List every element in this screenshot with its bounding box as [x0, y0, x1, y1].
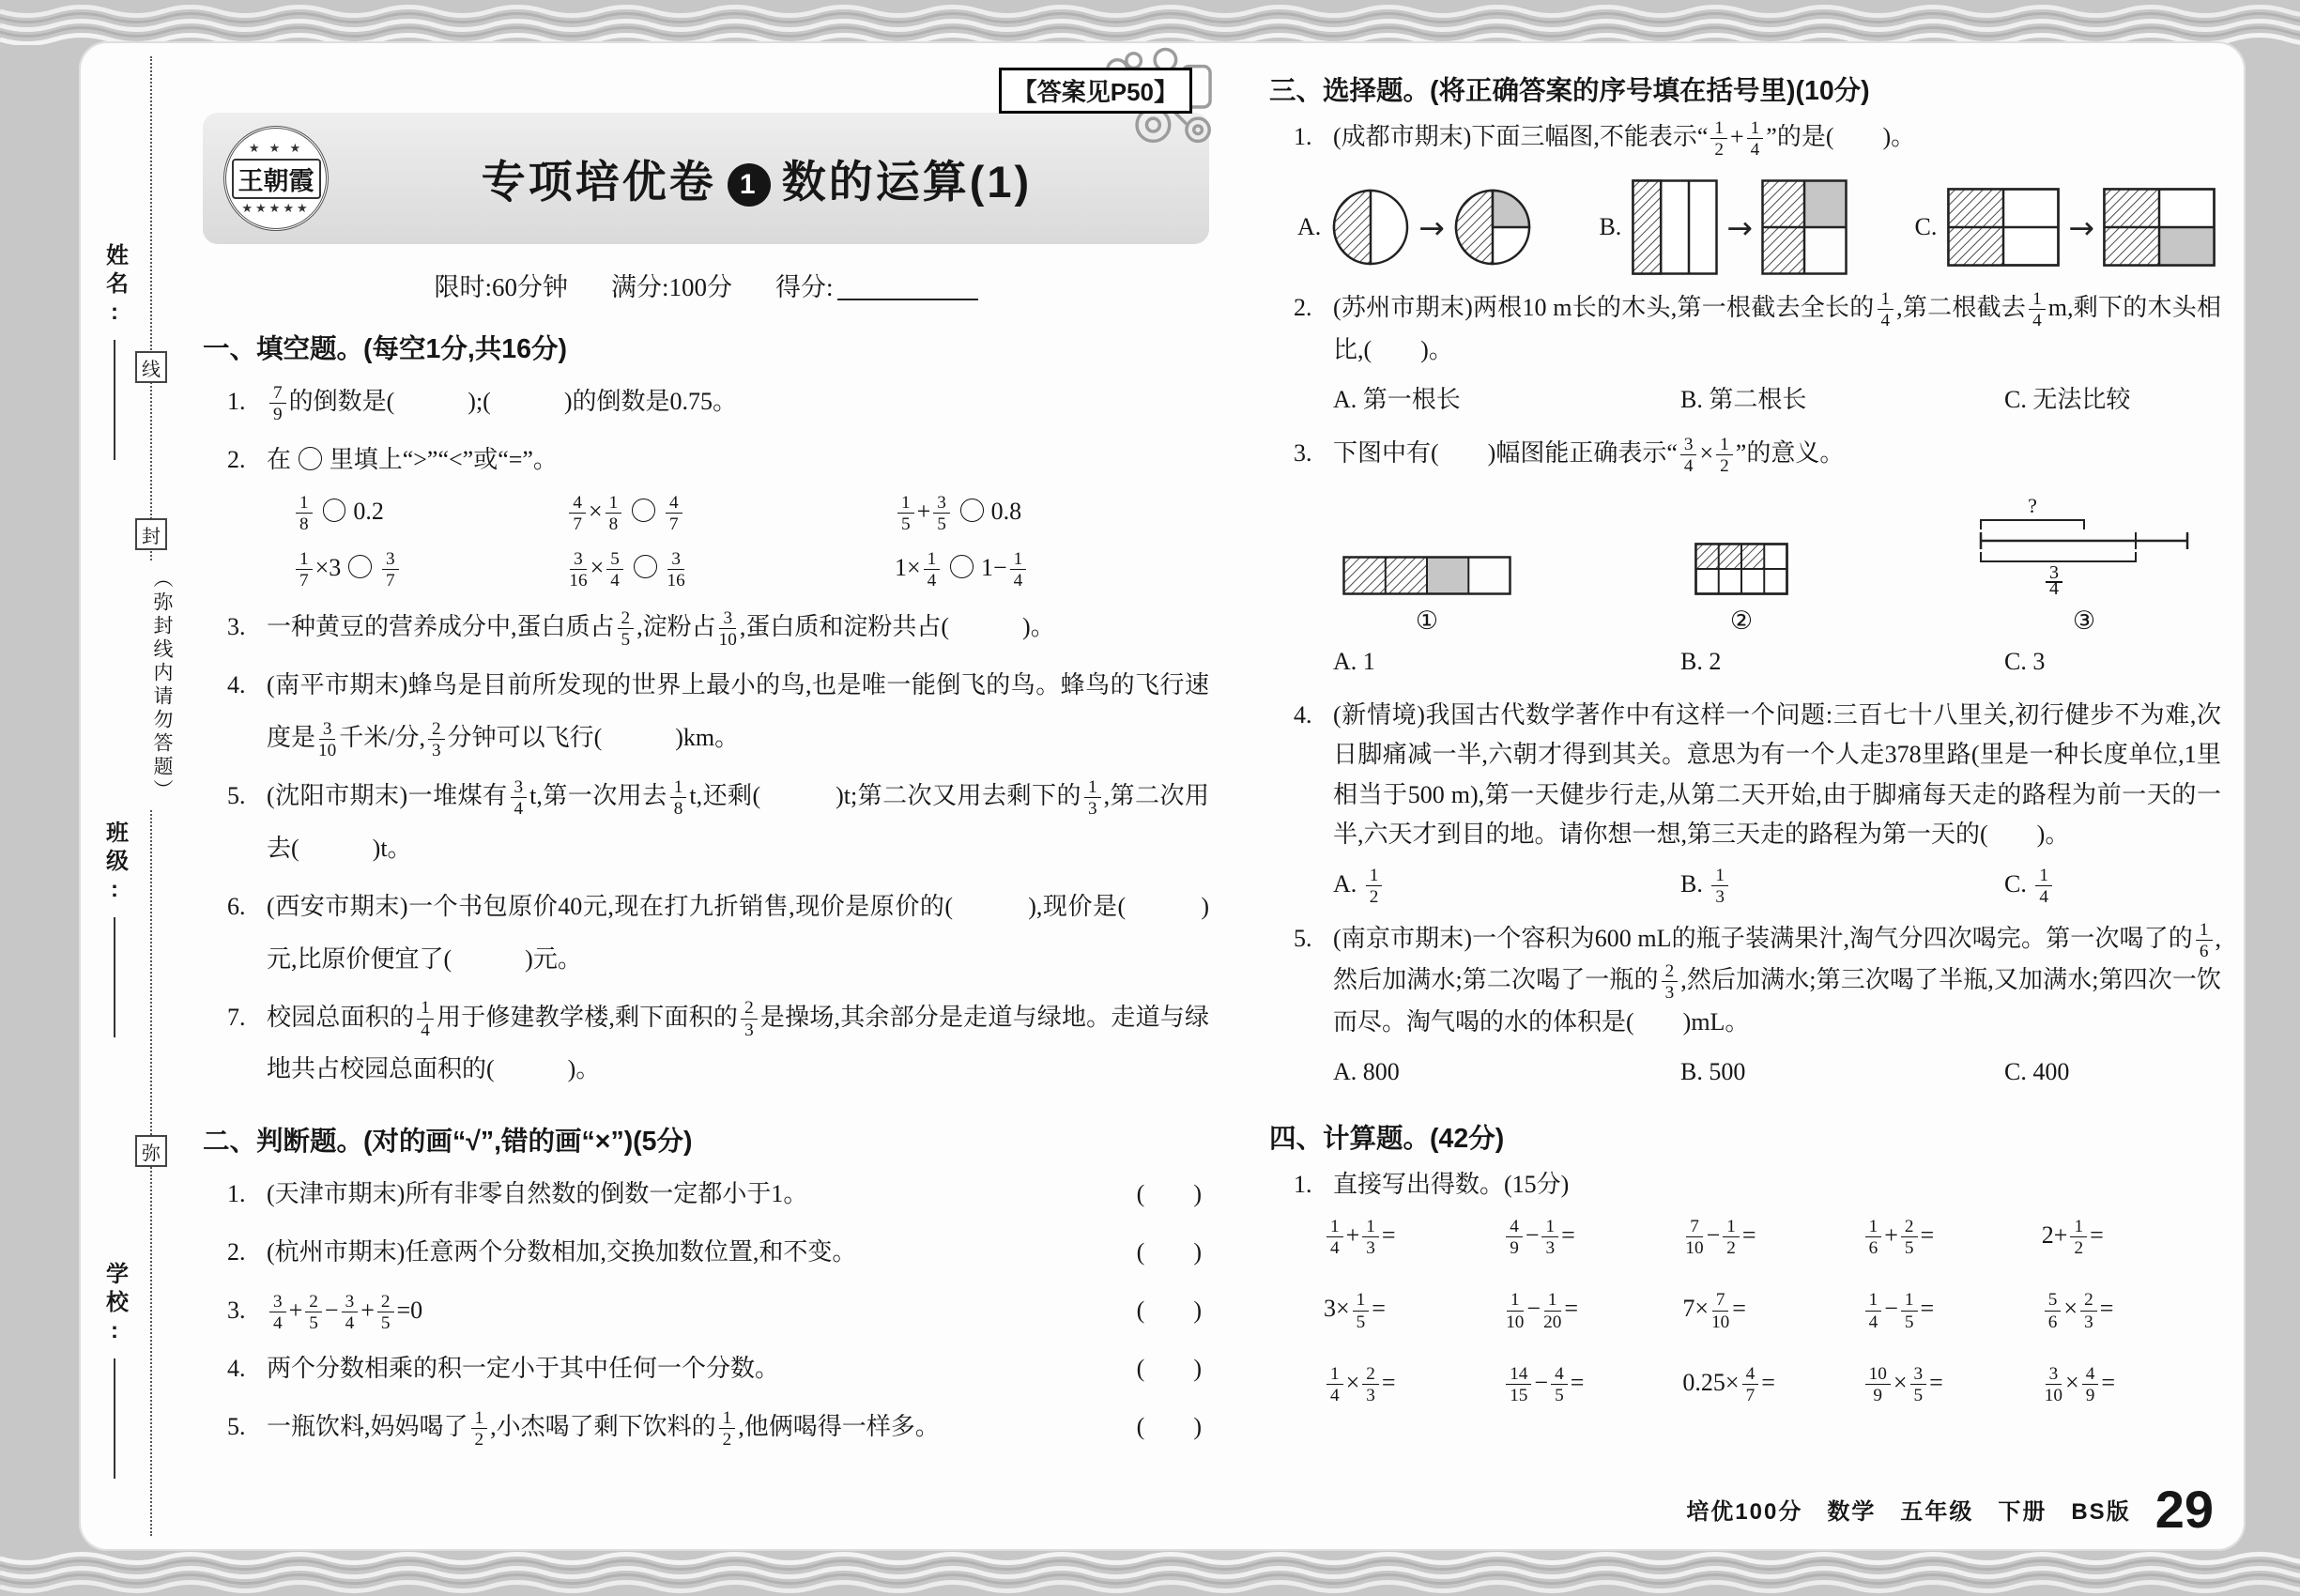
fraction: $\frac{3}{10}$: [718, 608, 737, 651]
fraction: $\frac{1}{5}$: [1901, 1291, 1918, 1330]
judge-q4: [203, 1343, 1209, 1395]
diagram-2: [1694, 543, 1788, 636]
fraction: $\frac{1}{5}$: [897, 494, 914, 533]
compare-circle-blank[interactable]: [299, 447, 322, 470]
question-text: 下图中有( )幅图能正确表示“ $\frac{3}{4}$ × $\frac{1}{2}$ ”的意义。: [1333, 434, 1845, 476]
answer-bracket[interactable]: ( ): [1136, 1297, 1202, 1325]
question-text: 两个分数相乘的积一定小于其中任何一个分数。: [267, 1355, 780, 1382]
fraction: $\frac{3}{7}$: [382, 550, 399, 590]
choice4-options: [1269, 864, 2221, 906]
seal-mark-mi: 弥: [135, 1135, 167, 1167]
figure-option-a[interactable]: [1297, 188, 1532, 267]
choice-q4: [1269, 696, 2221, 853]
judge-q1: [203, 1168, 1209, 1220]
choice-q3: [1269, 434, 2221, 475]
seal-mark-xian: 线: [135, 351, 167, 383]
fraction: $\frac{2}{5}$: [1901, 1218, 1918, 1257]
fraction: $\frac{3}{16}$: [569, 548, 588, 591]
section1-heading: 一、填空题。(每空1分,共16分): [203, 334, 567, 364]
fill-q1: [203, 376, 1209, 428]
fraction: $\frac{1}{2}$: [719, 1409, 736, 1449]
calc-item[interactable]: $\frac{14}{15}$ − $\frac{4}{5}$ =: [1503, 1365, 1682, 1404]
diagram-question-mark: ?: [2028, 498, 2037, 518]
fraction: $\frac{3}{4}$: [511, 778, 528, 818]
choice-q5: [1269, 919, 2221, 1042]
option-a[interactable]: A. 1: [1333, 648, 1375, 676]
fraction: $\frac{1}{5}$: [1353, 1291, 1370, 1330]
option-b[interactable]: B. $\frac{1}{3}$: [1680, 864, 2004, 906]
name-label: 姓名:: [101, 243, 128, 330]
fraction: $\frac{7}{10}$: [1685, 1216, 1704, 1259]
option-a[interactable]: A. 800: [1333, 1057, 1400, 1085]
fraction: $\frac{2}{3}$: [2080, 1291, 2097, 1330]
logo-stars-bottom: ★★★★★: [241, 201, 311, 216]
compare-circle-blank[interactable]: [632, 499, 655, 522]
fill-q2: [203, 434, 1209, 486]
brand-logo: [223, 126, 329, 231]
rect-figure-c1: [1947, 188, 2060, 267]
choice3-options: [1269, 641, 2221, 683]
answer-reference-badge: 【答案见P50】: [999, 68, 1192, 114]
question-number: 3.: [1294, 438, 1312, 467]
question-text: (杭州市期末)任意两个分数相加,交换加数位置,和不变。: [267, 1238, 857, 1266]
fill-q3: [203, 601, 1209, 653]
question-text: (南京市期末)一个容积为600 mL的瓶子装满果汁,淘气分四次喝完。第一次喝了的 $\frac{1}{6}$ ,然后加满水;第二次喝了一瓶的 $\frac{2}{3}$ ,然后加满水;第三次喝了半瓶,又加满水;第四次一饮而尽。淘气喝的水的体积是( )mL。: [1333, 919, 2221, 1036]
judge-q3: [203, 1284, 1209, 1337]
section3-heading: 三、选择题。(将正确答案的序号填在括号里)(10分): [1269, 76, 1870, 106]
compare-circle-blank[interactable]: [348, 555, 372, 578]
arrow-right-icon: →: [2068, 208, 2094, 246]
calc-item[interactable]: $\frac{3}{10}$ × $\frac{4}{9}$ =: [2044, 1363, 2115, 1406]
fraction: $\frac{1}{3}$: [1711, 867, 1728, 906]
fraction: $\frac{1}{7}$: [296, 550, 313, 590]
fraction: $\frac{1}{2}$: [1710, 119, 1727, 159]
rect-figure-c2: [2103, 188, 2216, 267]
fraction: $\frac{2}{5}$: [618, 609, 635, 649]
fraction: $\frac{1}{4}$: [1010, 550, 1027, 590]
score-field: 得分:: [775, 267, 978, 303]
calc-item[interactable]: $\frac{7}{10}$ − $\frac{1}{2}$ =: [1685, 1216, 1756, 1259]
class-field: [86, 821, 143, 1037]
diagram-label: ②: [1729, 606, 1754, 637]
compare-item: $\frac{4}{7}$ × $\frac{1}{8}$ $\frac{4}{7}$: [566, 492, 895, 533]
time-limit: 限时:60分钟: [434, 273, 568, 301]
question-number: 5.: [1294, 924, 1312, 952]
question-number: 2.: [227, 1238, 246, 1266]
question-number: 6.: [227, 892, 246, 920]
calc-item[interactable]: 2+ $\frac{1}{2}$ =: [2041, 1216, 2104, 1259]
fraction: $\frac{3}{5}$: [933, 494, 950, 533]
question-number: 1.: [1294, 1170, 1312, 1198]
question-text: (西安市期末)一个书包原价40元,现在打九折销售,现价是原价的( ),现价是( )元,比原价便宜了( )元。: [267, 892, 1209, 973]
fraction: $\frac{2}{5}$: [305, 1293, 322, 1332]
left-column: [203, 66, 1209, 1485]
fraction: $\frac{2}{5}$: [377, 1293, 394, 1332]
page-number: 29: [2154, 1480, 2214, 1539]
calc-item[interactable]: 3× $\frac{1}{5}$ =: [1324, 1290, 1386, 1332]
question-number: 3.: [227, 613, 246, 641]
fraction: $\frac{1}{4}$: [1865, 1291, 1882, 1330]
choice2-options: [1269, 379, 2221, 421]
calc-item[interactable]: $\frac{1}{4}$ × $\frac{2}{3}$ =: [1324, 1365, 1503, 1404]
score-blank-line[interactable]: [837, 275, 978, 300]
fraction: $\frac{1}{8}$: [670, 778, 687, 818]
arrow-right-icon: →: [1418, 208, 1445, 246]
answer-bracket[interactable]: ( ): [1136, 1355, 1202, 1382]
question-text: $\frac{7}{9}$ 的倒数是( );( )的倒数是0.75。: [267, 376, 1209, 428]
calc-item[interactable]: $\frac{1}{4}$ − $\frac{1}{5}$ =: [1863, 1291, 2042, 1330]
fill-q5: [203, 770, 1209, 875]
paper-content: [203, 66, 2221, 1485]
fraction: $\frac{1}{6}$: [2196, 921, 2213, 960]
question-text: 一种黄豆的营养成分中,蛋白质占 $\frac{2}{5}$ ,淀粉占 $\frac{3}{10}$ ,蛋白质和淀粉共占( )。: [267, 608, 1055, 651]
fraction: $\frac{3}{5}$: [1910, 1365, 1927, 1404]
option-c[interactable]: C. $\frac{1}{4}$: [2004, 864, 2221, 906]
fraction: $\frac{1}{2}$: [1716, 436, 1733, 475]
fraction: $\frac{1}{4}$: [1878, 290, 1894, 330]
compare-circle-blank[interactable]: [960, 499, 984, 522]
calc-item[interactable]: $\frac{1}{4}$ + $\frac{1}{3}$ =: [1324, 1218, 1503, 1257]
fraction: $\frac{1}{4}$: [924, 550, 941, 590]
calc-item[interactable]: $\frac{1}{6}$ + $\frac{2}{5}$ =: [1863, 1218, 2042, 1257]
calc-item[interactable]: $\frac{1}{10}$ − $\frac{1}{20}$ =: [1506, 1290, 1578, 1332]
name-field: [86, 243, 143, 460]
exam-paper: [79, 41, 2246, 1551]
wave-border-bottom: [0, 1551, 2300, 1596]
section4-heading: 四、计算题。(42分): [1269, 1123, 1505, 1154]
question-number: 1.: [227, 1180, 246, 1208]
calc-item[interactable]: $\frac{5}{6}$ × $\frac{2}{3}$ =: [2042, 1291, 2221, 1330]
fraction: $\frac{4}{9}$: [2082, 1365, 2099, 1404]
question-text: 直接写出得数。(15分): [1333, 1170, 1570, 1198]
fraction: $\frac{4}{9}$: [1506, 1218, 1523, 1257]
option-a[interactable]: A. $\frac{1}{2}$: [1333, 864, 1680, 906]
fraction: $\frac{2}{3}$: [741, 999, 758, 1038]
fraction: $\frac{1}{2}$: [1366, 867, 1383, 906]
judge-q5: [203, 1401, 1209, 1453]
diagram-1: [1342, 556, 1511, 636]
fraction: $\frac{3}{4}$: [1680, 436, 1697, 475]
fraction: $\frac{1}{2}$: [471, 1409, 488, 1449]
fraction: $\frac{4}{7}$: [1742, 1365, 1759, 1404]
question-text: 校园总面积的 $\frac{1}{4}$ 用于修建教学楼,剩下面积的 $\frac{2}{3}$ 是操场,其余部分是走道与绿地。走道与绿地共占校园总面积的( )。: [267, 998, 1209, 1083]
compare-circle-blank[interactable]: [323, 499, 346, 522]
seal-mark-feng: 封: [135, 518, 167, 550]
compare-circle-blank[interactable]: [950, 555, 974, 578]
calc-item[interactable]: $\frac{4}{9}$ − $\frac{1}{3}$ =: [1503, 1218, 1682, 1257]
fraction: $\frac{3}{10}$: [2044, 1363, 2063, 1406]
question-text: $\frac{3}{4}$ + $\frac{2}{5}$ − $\frac{3}{4}$ + $\frac{2}{5}$ =0: [267, 1284, 422, 1337]
calc-subheading: [1269, 1165, 2221, 1205]
page-footer: [1686, 1479, 2214, 1540]
option-a[interactable]: A. 第一根长: [1333, 385, 1461, 413]
figure-option-c[interactable]: [1915, 188, 2216, 267]
fraction: $\frac{2}{3}$: [1662, 962, 1679, 1002]
fraction: $\frac{1}{4}$: [1326, 1365, 1343, 1404]
diagram-frac-denominator: 4: [2049, 578, 2059, 596]
brand-name: 王朝霞: [232, 159, 321, 199]
choice-q1: [1269, 117, 2221, 159]
seal-notice: （弥封线内请勿答题）: [127, 562, 176, 808]
calc-item[interactable]: 0.25× $\frac{4}{7}$ =: [1682, 1363, 1775, 1406]
calc-grid: [1269, 1218, 2221, 1404]
fraction: $\frac{1}{20}$: [1543, 1290, 1562, 1332]
school-blank-line[interactable]: [114, 1358, 115, 1479]
figure-label: B.: [1599, 213, 1622, 241]
answer-bracket[interactable]: ( ): [1136, 1412, 1202, 1440]
paper-title-banner: [203, 113, 1209, 244]
question-text: (南平市期末)蜂鸟是目前所发现的世界上最小的鸟,也是唯一能倒飞的鸟。蜂鸟的飞行速度是 $\frac{3}{10}$ 千米/分, $\frac{2}{3}$ 分钟可以飞行( )km。: [267, 671, 1209, 761]
question-number: 1.: [1294, 123, 1312, 150]
judge-q2: [203, 1226, 1209, 1279]
name-blank-line[interactable]: [114, 340, 115, 460]
diagram-label: ③: [2072, 606, 2096, 637]
fraction: $\frac{4}{7}$: [569, 494, 586, 533]
question-number: 3.: [227, 1297, 246, 1325]
question-number: 4.: [1294, 701, 1312, 729]
pie-figure-a1: [1331, 188, 1410, 267]
fraction: $\frac{1}{6}$: [1865, 1218, 1882, 1257]
fraction: $\frac{1}{3}$: [1541, 1218, 1558, 1257]
full-score: 满分:100分: [610, 273, 732, 301]
fraction: $\frac{1}{3}$: [1084, 778, 1101, 818]
fill-q6: [203, 881, 1209, 986]
question-number: 7.: [227, 1003, 246, 1031]
fraction: $\frac{2}{3}$: [428, 720, 445, 760]
fraction: $\frac{1}{4}$: [2029, 290, 2046, 330]
fraction: $\frac{1}{3}$: [1362, 1218, 1379, 1257]
compare-item: $\frac{3}{16}$ × $\frac{5}{4}$ $\frac{3}{16}$: [569, 548, 685, 591]
compare-circle-blank[interactable]: [634, 555, 657, 578]
fraction: $\frac{1}{2}$: [2070, 1218, 2087, 1257]
choice-q2: [1269, 288, 2221, 369]
binding-margin: [79, 41, 201, 1551]
answer-bracket[interactable]: ( ): [1136, 1180, 1202, 1208]
fraction: $\frac{3}{10}$: [318, 718, 337, 761]
fraction: $\frac{1}{4}$: [1326, 1218, 1343, 1257]
fraction: $\frac{5}{6}$: [2045, 1291, 2062, 1330]
fraction: $\frac{10}{9}$: [1865, 1365, 1891, 1404]
fraction: $\frac{1}{8}$: [296, 494, 313, 533]
question-text: 在 里填上“>”“<”或“=”。: [267, 445, 558, 473]
footer-series-text: 培优100分 数学 五年级 下册 BS版: [1686, 1499, 2131, 1525]
right-column: [1269, 66, 2221, 1485]
option-b[interactable]: B. 2: [1680, 648, 1722, 676]
bar-diagram: [1342, 556, 1511, 595]
figure-label: A.: [1297, 213, 1322, 241]
question-text: (天津市期末)所有非零自然数的倒数一定都小于1。: [267, 1180, 808, 1208]
calc-item[interactable]: $\frac{10}{9}$ × $\frac{3}{5}$ =: [1863, 1365, 2042, 1404]
question-number: 5.: [227, 1412, 246, 1440]
question-number: 1.: [227, 388, 246, 415]
answer-bracket[interactable]: ( ): [1136, 1238, 1202, 1266]
compare-item: $\frac{1}{7}$ ×3 $\frac{3}{7}$: [293, 548, 566, 590]
exam-limits: [203, 267, 1209, 303]
fraction: $\frac{1}{4}$: [417, 999, 434, 1038]
fraction: $\frac{5}{4}$: [606, 550, 623, 590]
page-title: [329, 147, 1209, 210]
rect-figure-b1: [1632, 179, 1718, 275]
compare-item: 1× $\frac{1}{4}$ 1− $\frac{1}{4}$: [895, 548, 1209, 590]
option-b[interactable]: B. 500: [1680, 1057, 1746, 1085]
compare-grid: [203, 492, 1209, 591]
compare-item: $\frac{1}{8}$ 0.2: [293, 492, 566, 533]
fraction: $\frac{14}{15}$: [1506, 1365, 1531, 1404]
fraction: $\frac{3}{4}$: [342, 1293, 359, 1332]
figure-label: C.: [1914, 213, 1938, 241]
diagram-frac-numerator: 3: [2049, 562, 2059, 584]
question-number: 2.: [1294, 294, 1312, 322]
pie-figure-a2: [1453, 188, 1532, 267]
section2-heading: 二、判断题。(对的画“√”,错的画“×”)(5分): [203, 1127, 693, 1158]
choice1-figures: [1269, 168, 2221, 279]
rect-figure-b2: [1761, 179, 1848, 275]
question-number: 2.: [227, 445, 246, 473]
class-label: 班级:: [101, 821, 128, 908]
fraction: $\frac{1}{10}$: [1506, 1290, 1525, 1332]
question-text: (新情境)我国古代数学著作中有这样一个问题:三百七十八里关,初行健步不为难,次日脚痛减一半,六朝才得到其关。意思为有一个人走378里路(里是一种长度单位,1里相当于500 m),第一天健步行走,从第二天开始,由于脚痛每天走的路程为前一天的一半,六天才到目的地。请你想一想,第三天走的路程为第一天的( )。: [1333, 701, 2221, 848]
fraction: $\frac{3}{4}$: [269, 1293, 286, 1332]
fraction: $\frac{1}{4}$: [2035, 867, 2052, 906]
fraction: $\frac{1}{4}$: [1747, 119, 1764, 159]
choice5-options: [1269, 1051, 2221, 1093]
option-c[interactable]: C. 400: [2004, 1057, 2070, 1085]
diagram-label: ①: [1415, 606, 1439, 637]
option-c[interactable]: C. 3: [2004, 648, 2046, 676]
option-c[interactable]: C. 无法比较: [2004, 385, 2131, 413]
fill-q4: [203, 659, 1209, 764]
question-text: 一瓶饮料,妈妈喝了 $\frac{1}{2}$ ,小杰喝了剩下饮料的 $\frac{1}{2}$ ,他俩喝得一样多。: [267, 1407, 940, 1450]
figure-option-b[interactable]: [1599, 179, 1848, 275]
diagram-3: [1971, 498, 2197, 636]
arrow-right-icon: →: [1726, 208, 1753, 246]
grid-diagram: [1694, 543, 1788, 595]
question-number: 4.: [227, 1355, 246, 1382]
option-b[interactable]: B. 第二根长: [1680, 385, 1807, 413]
question-text: (苏州市期末)两根10 m长的木头,第一根截去全长的 $\frac{1}{4}$ ,第二根截去 $\frac{1}{4}$ m,剩下的木头相比,( )。: [1333, 289, 2221, 363]
fraction: $\frac{4}{5}$: [1551, 1365, 1568, 1404]
fraction: $\frac{7}{10}$: [1711, 1290, 1730, 1332]
class-blank-line[interactable]: [114, 917, 115, 1037]
fraction: $\frac{1}{8}$: [606, 494, 622, 533]
fraction: $\frac{3}{16}$: [667, 548, 685, 591]
question-number: 5.: [227, 781, 246, 809]
number-line-diagram: [1971, 498, 2197, 595]
logo-stars-top: ★ ★ ★: [248, 141, 304, 156]
compare-item: $\frac{1}{5}$ + $\frac{3}{5}$ 0.8: [895, 492, 1209, 533]
school-label: 学校:: [101, 1262, 128, 1349]
question-text: (沈阳市期末)一堆煤有 $\frac{3}{4}$ t,第一次用去 $\frac{1}{8}$ t,还剩( )t;第二次又用去剩下的 $\frac{1}{3}$ ,第二次用去( )t。: [267, 776, 1209, 862]
question-number: 4.: [227, 671, 246, 699]
title-prefix: 专项培优卷: [481, 156, 716, 207]
fraction: $\frac{7}{9}$: [269, 384, 286, 423]
title-number-badge: 1: [728, 163, 771, 207]
calc-item[interactable]: 7× $\frac{7}{10}$ =: [1682, 1290, 1746, 1332]
question-text: (成都市期末)下面三幅图,不能表示“ $\frac{1}{2}$ + $\frac{1}{4}$ ”的是( )。: [1333, 117, 1916, 161]
fraction: $\frac{2}{3}$: [1362, 1365, 1379, 1404]
school-field: [86, 1262, 143, 1479]
choice3-diagrams: [1269, 484, 2221, 636]
fill-q7: [203, 991, 1209, 1097]
fraction: $\frac{1}{2}$: [1723, 1218, 1740, 1257]
fraction: $\frac{4}{7}$: [666, 494, 682, 533]
title-main: 数的运算(1): [781, 156, 1033, 207]
